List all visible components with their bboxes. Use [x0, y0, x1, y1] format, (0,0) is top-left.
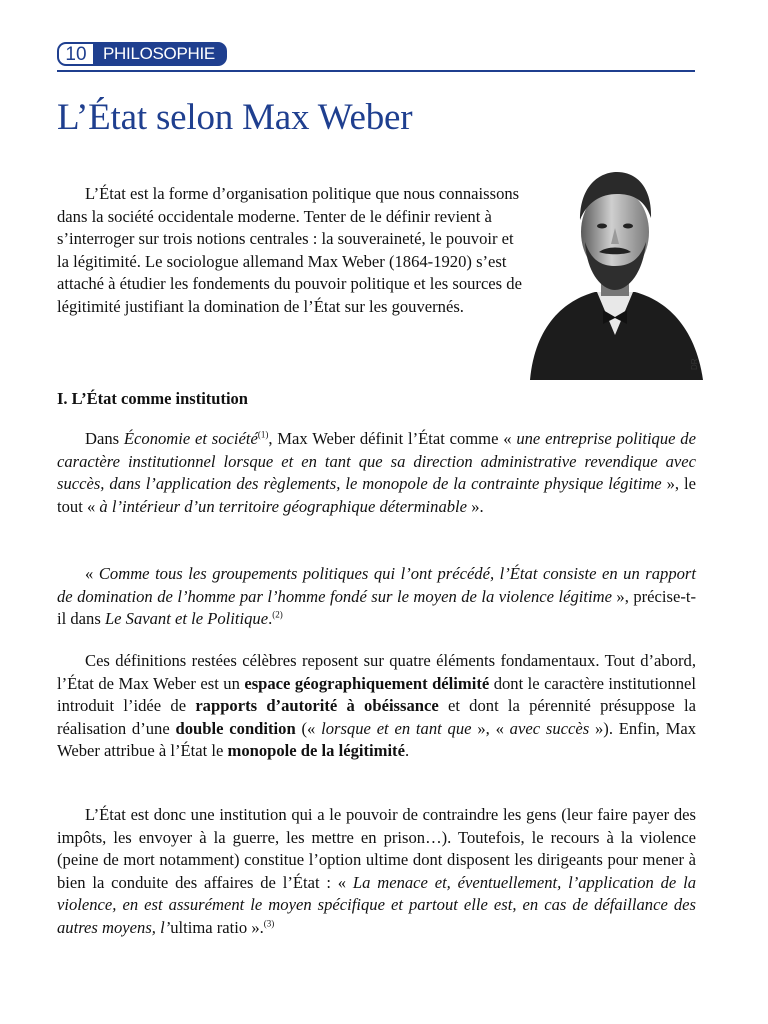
- paragraph-4: L’État est donc une institution qui a le pouvoir de contraindre les gens (leur faire payer des impôts, les envoyer à la guerre, les mettre en prison…). Toutefois, le recours à la violence (peine de mort notamment) constitue l’option ultime dont disposent les dirigeants pour mener à bien la conduite des affaires de l’État : « La menace et, éventuellement, l’application de la violence, en est assurément le moyen spécifique et partout elle est, en cas de défaillance des autres moyens, l’ultima ratio ».$^{(3)}$: [57, 805, 696, 937]
- paragraph-3: Ces définitions restées célèbres reposent sur quatre éléments fondamentaux. Tout d’abord, l’État de Max Weber est un espace géographiquement délimité dont le caractère institutionnel introduit l’idée de rapports d’autorité à obéissance et dont la pérennité présuppose la réalisation d’une double condition (« lorsque et en tant que », « avec succès »). Enfin, Max Weber attribue à l’État le monopole de la légitimité.: [57, 651, 696, 761]
- intro-paragraph: L’État est la forme d’organisation politique que nous connaissons dans la société occidentale moderne. Tenter de le définir revient à s’interroger sur trois notions centrales : la souveraineté, le pouvoir et la légitimité. Le sociologue allemand Max Weber (1864-1920) s’est attaché à étudier les fondements du pouvoir politique et les sources de légitimité justifiant la domination de l’État sur les gouvernés.: [57, 184, 522, 316]
- paragraph-2: « Comme tous les groupements politiques qui l’ont précédé, l’État consiste en un rapport de domination de l’homme par l’homme fondé sur le moyen de la violence légitime », précise-t-il dans Le Savant et le Politique.$^{(2)}$: [57, 564, 696, 629]
- section-heading: I. L’État comme institution: [57, 389, 248, 408]
- image-credit: DR: [690, 358, 699, 370]
- section-label: PHILOSOPHIE: [93, 42, 227, 66]
- paragraph-1: Dans Économie et société$^{(1)}$, Max Weber définit l’État comme « une entreprise politique de caractère institutionnel lorsque et en tant que sa direction administrative revendique avec succès, dans l’application des règlements, le monopole de la contrainte physique légitime », le tout « à l’intérieur d’un territoire géographique déterminable ».: [57, 429, 697, 516]
- page-header: [57, 42, 695, 72]
- max-weber-portrait: [525, 160, 705, 390]
- article-title: L’État selon Max Weber: [57, 97, 413, 138]
- page-number: 10: [57, 42, 93, 66]
